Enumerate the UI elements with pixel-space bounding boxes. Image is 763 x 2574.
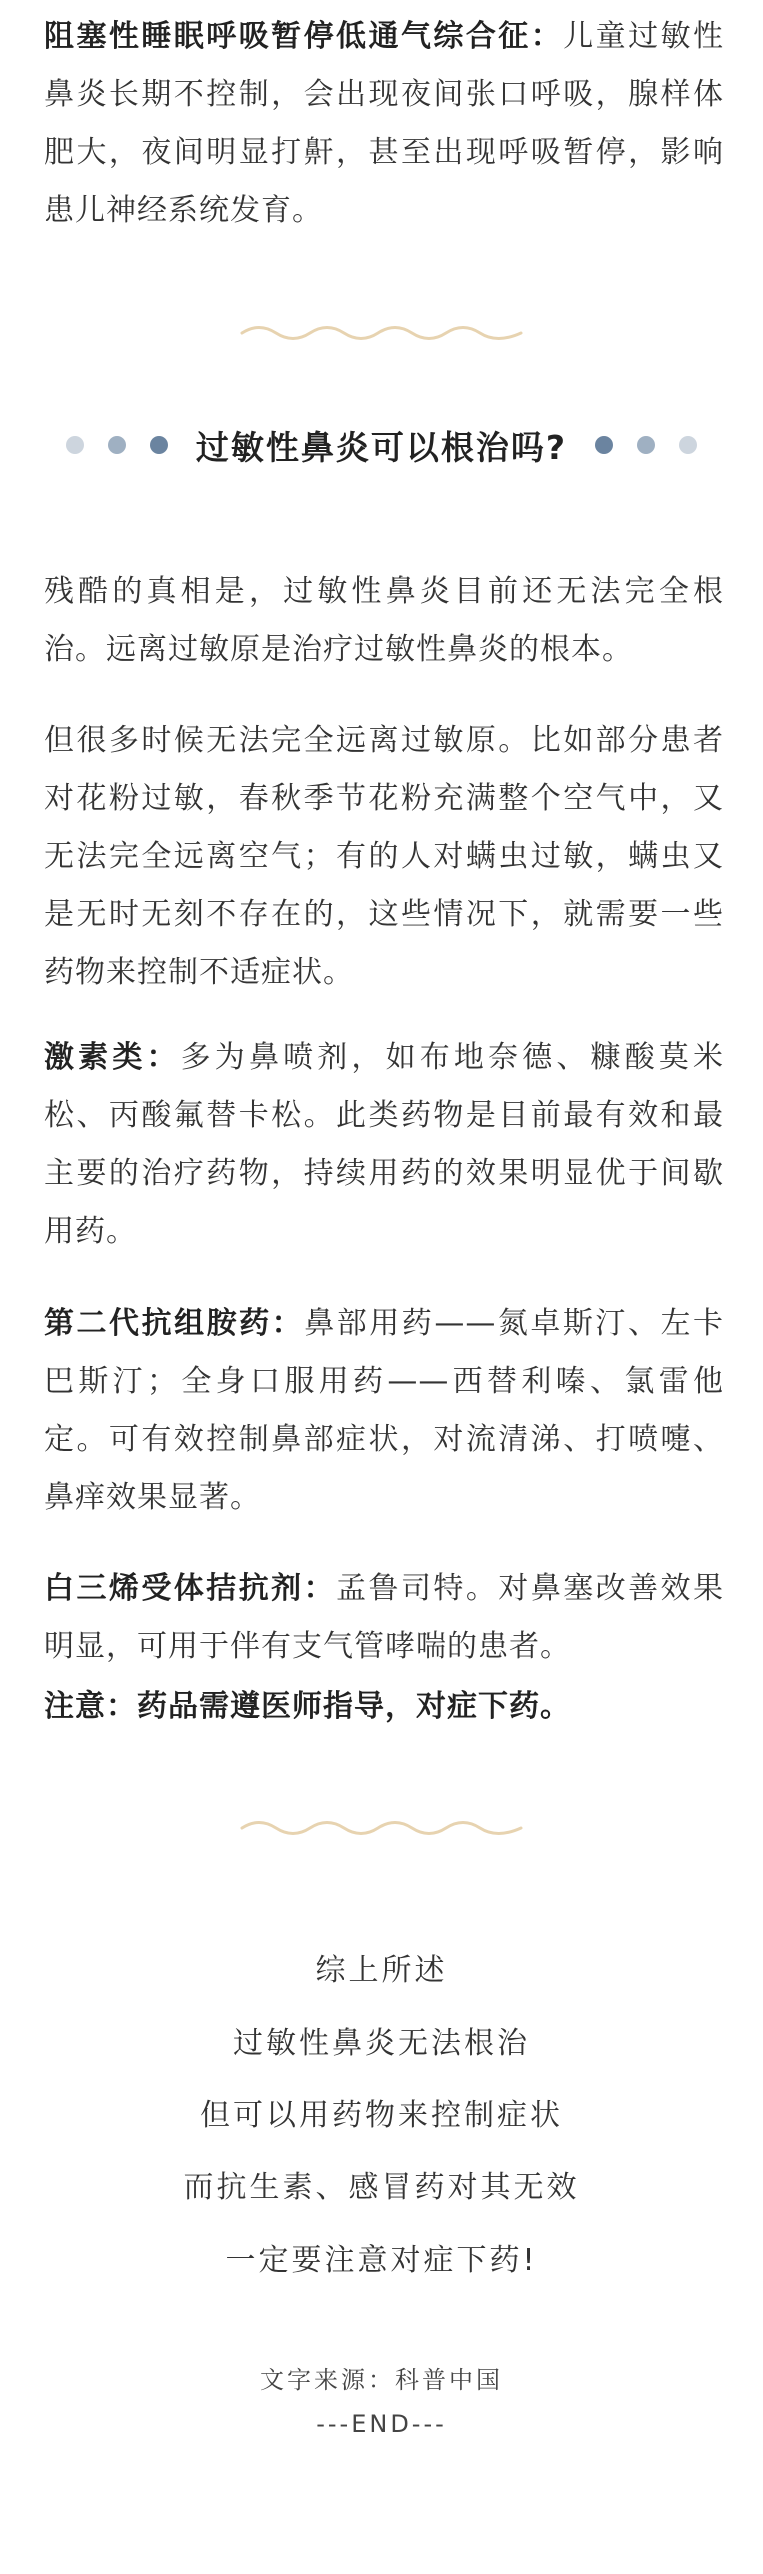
note — [44, 1678, 724, 1736]
summary-line: 综上所述 — [315, 1953, 448, 1988]
source-credit: 文字来源：科普中国 — [260, 2366, 503, 2394]
paragraph-truth: 残酷的真相是，过敏性鼻炎目前还无法完全根治。远离过敏原是治疗过敏性鼻炎的根本。 — [44, 574, 724, 667]
dot-dark-icon — [150, 436, 168, 454]
wave-divider-top — [240, 320, 523, 346]
paragraph-steroid — [44, 1029, 724, 1261]
summary-line: 但可以用药物来控制症状 — [200, 2098, 563, 2133]
leuko-term: 白三烯受体拮抗剂： — [44, 1571, 337, 1606]
antihist-text: 鼻部用药——氮卓斯汀、左卡巴斯汀；全身口服用药——西替利嗪、氯雷他定。可有效控制鼻部症状，对流清涕、打喷嚏、鼻痒效果显著。 — [44, 1306, 725, 1515]
end-marker: ---END--- — [316, 2410, 447, 2438]
left-dots — [66, 436, 168, 454]
right-dots — [595, 436, 697, 454]
paragraph-allergen: 但很多时候无法完全远离过敏原。比如部分患者对花粉过敏，春秋季节花粉充满整个空气中，又无法完全远离空气；有的人对螨虫过敏，螨虫又是无时无刻不存在的，这些情况下，就需要一些药物来控制不适症状。 — [44, 723, 724, 990]
note-text: 注意：药品需遵医师指导，对症下药。 — [44, 1689, 571, 1724]
osa-text: 儿童过敏性鼻炎长期不控制，会出现夜间张口呼吸，腺样体肥大，夜间明显打鼾，甚至出现呼吸暂停，影响患儿神经系统发育。 — [44, 19, 725, 228]
summary-line: 一定要注意对症下药! — [225, 2243, 538, 2278]
summary-line: 过敏性鼻炎无法根治 — [233, 2026, 530, 2061]
dot-light-icon — [66, 436, 84, 454]
steroid-term: 激素类： — [44, 1040, 181, 1075]
steroid-text: 多为鼻喷剂，如布地奈德、糠酸莫米松、丙酸氟替卡松。此类药物是目前最有效和最主要的治疗药物，持续用药的效果明显优于间歇用药。 — [44, 1040, 725, 1249]
summary-line: 而抗生素、感冒药对其无效 — [183, 2170, 580, 2205]
section-heading — [0, 415, 763, 475]
wave-divider-bottom — [240, 1815, 523, 1841]
leuko-text: 孟鲁司特。对鼻塞改善效果明显，可用于伴有支气管哮喘的患者。 — [44, 1571, 725, 1664]
dot-mid-icon — [637, 436, 655, 454]
dot-light-icon — [679, 436, 697, 454]
osa-paragraph — [44, 8, 724, 240]
dot-mid-icon — [108, 436, 126, 454]
osa-term: 阻塞性睡眠呼吸暂停低通气综合征： — [44, 19, 564, 54]
heading-title: 过敏性鼻炎可以根治吗? — [195, 427, 568, 467]
paragraph-leukotriene — [44, 1560, 724, 1676]
antihist-term: 第二代抗组胺药： — [44, 1306, 305, 1341]
dot-dark-icon — [595, 436, 613, 454]
paragraph-antihistamine — [44, 1295, 724, 1527]
